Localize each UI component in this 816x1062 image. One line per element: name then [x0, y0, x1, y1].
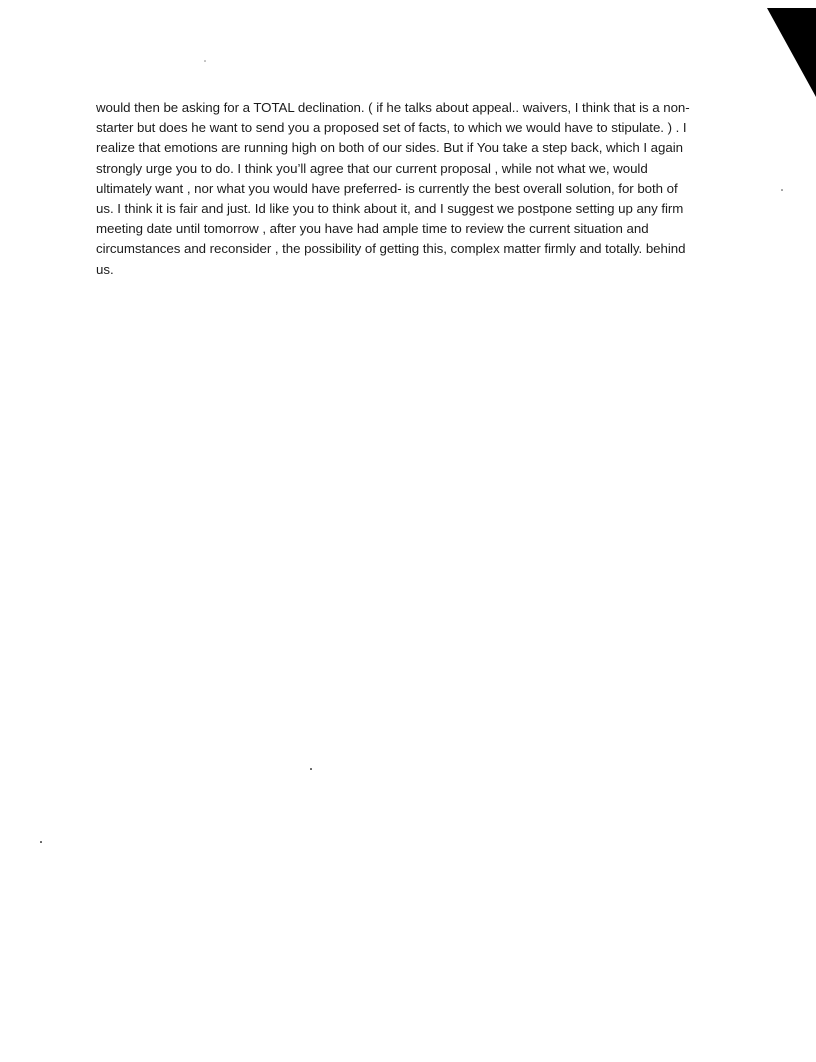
paragraph-line: us. — [96, 261, 114, 277]
paragraph-line: would then be asking for a TOTAL declination. ( if he talks about appeal.. waivers, I think that is a non- — [96, 100, 690, 115]
paragraph-line: realize that emotions are running high on both of our sides. But if You take a step back, which I again — [96, 140, 683, 156]
scan-speck — [310, 768, 312, 770]
paragraph-line: circumstances and reconsider , the possibility of getting this, complex matter firmly and totally. behind — [96, 241, 686, 257]
paragraph-line: meeting date until tomorrow , after you have had ample time to review the current situation and — [96, 221, 649, 237]
paragraph-line: ultimately want , nor what you would have preferred- is currently the best overall solution, for both of — [96, 180, 678, 196]
scan-speck — [40, 841, 42, 843]
paragraph-line: us. I think it is fair and just. Id like you to think about it, and I suggest we postpone setting up any firm — [96, 201, 684, 217]
letter-paragraph — [96, 98, 722, 280]
paragraph-line: strongly urge you to do. I think you’ll agree that our current proposal , while not what we, would — [96, 160, 648, 176]
scan-speck — [204, 60, 206, 62]
paragraph-line: starter but does he want to send you a proposed set of facts, to which we would have to stipulate. ) . I — [96, 120, 687, 136]
scan-corner-mark — [766, 8, 816, 98]
scan-speck — [781, 189, 783, 191]
